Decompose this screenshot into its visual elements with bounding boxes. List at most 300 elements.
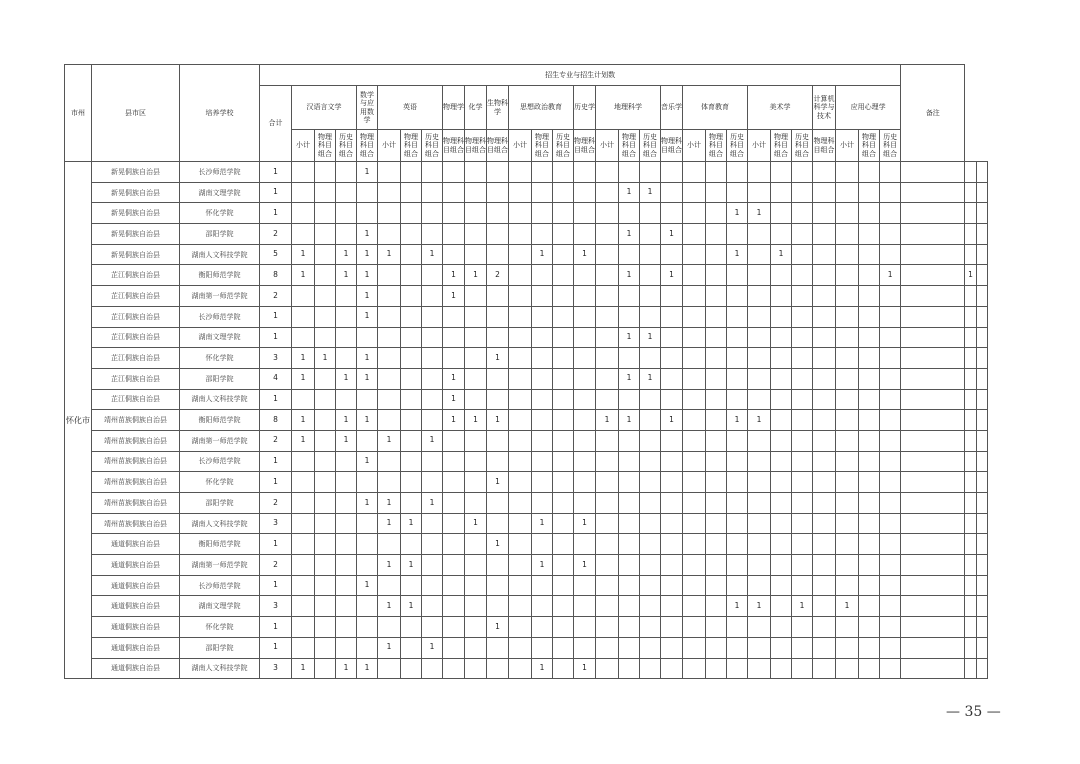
count-cell (661, 555, 683, 576)
count-cell (443, 658, 465, 679)
count-cell (706, 596, 727, 617)
count-cell (401, 472, 422, 493)
count-cell (683, 265, 706, 286)
count-cell (640, 348, 661, 369)
count-cell (596, 658, 619, 679)
count-cell (619, 555, 640, 576)
count-cell (465, 617, 487, 638)
count-cell (422, 306, 443, 327)
count-cell (640, 451, 661, 472)
count-cell (574, 534, 596, 555)
count-cell (443, 224, 465, 245)
count-cell (443, 534, 465, 555)
remark-cell (976, 451, 987, 472)
count-cell (532, 451, 553, 472)
subheader-physics-combo: 物理科目组合 (574, 130, 596, 162)
count-cell (509, 348, 532, 369)
count-cell (401, 203, 422, 224)
table-row (65, 306, 988, 327)
count-cell (859, 182, 880, 203)
count-cell (553, 203, 574, 224)
count-cell (661, 182, 683, 203)
count-cell (422, 513, 443, 534)
count-cell (553, 534, 574, 555)
school-cell: 湖南第一师范学院 (180, 555, 260, 576)
subheader-subtotal: 小计 (292, 130, 315, 162)
count-cell (771, 534, 792, 555)
count-cell (792, 430, 813, 451)
count-cell (553, 286, 574, 307)
count-cell (443, 327, 465, 348)
count-cell (509, 493, 532, 514)
count-cell (422, 182, 443, 203)
count-cell (706, 368, 727, 389)
count-cell (292, 451, 315, 472)
count-cell: 1 (661, 224, 683, 245)
count-cell (315, 658, 336, 679)
count-cell (465, 493, 487, 514)
table-row (65, 348, 988, 369)
count-cell (901, 389, 965, 410)
count-cell (901, 265, 965, 286)
count-cell (619, 244, 640, 265)
count-cell (574, 575, 596, 596)
count-cell (859, 286, 880, 307)
county-cell: 靖州苗族侗族自治县 (92, 410, 180, 431)
subheader-physics-combo: 物理科目组合 (487, 130, 509, 162)
count-cell (901, 348, 965, 369)
school-cell: 衡阳师范学院 (180, 534, 260, 555)
header-major-history: 历史学 (574, 86, 596, 130)
count-cell: 1 (532, 555, 553, 576)
count-cell (553, 575, 574, 596)
count-cell (596, 534, 619, 555)
count-cell (859, 658, 880, 679)
count-cell (487, 368, 509, 389)
count-cell (661, 472, 683, 493)
count-cell (315, 430, 336, 451)
count-cell: 1 (357, 368, 378, 389)
count-cell (487, 327, 509, 348)
count-cell (487, 306, 509, 327)
count-cell (640, 410, 661, 431)
count-cell (596, 493, 619, 514)
count-cell (880, 534, 901, 555)
count-cell (378, 265, 401, 286)
count-cell (748, 348, 771, 369)
header-major-geography: 地理科学 (596, 86, 661, 130)
school-cell: 怀化学院 (180, 203, 260, 224)
count-cell (706, 555, 727, 576)
count-cell: 1 (378, 596, 401, 617)
count-cell (880, 596, 901, 617)
count-cell (813, 203, 836, 224)
count-cell: 1 (378, 637, 401, 658)
count-cell (661, 513, 683, 534)
count-cell (836, 224, 859, 245)
count-cell (836, 575, 859, 596)
count-cell (574, 265, 596, 286)
count-cell (465, 286, 487, 307)
count-cell (532, 472, 553, 493)
header-county: 县市区 (92, 65, 180, 162)
subheader-physics-combo: 物理科目组合 (619, 130, 640, 162)
total-cell: 5 (260, 244, 292, 265)
count-cell (771, 182, 792, 203)
table-row (65, 430, 988, 451)
count-cell (901, 513, 965, 534)
remark-cell (976, 575, 987, 596)
subheader-physics-combo: 物理科目组合 (771, 130, 792, 162)
count-cell (509, 327, 532, 348)
count-cell (596, 182, 619, 203)
count-cell (292, 389, 315, 410)
count-cell (836, 430, 859, 451)
count-cell (727, 306, 748, 327)
count-cell: 1 (748, 203, 771, 224)
count-cell (859, 596, 880, 617)
count-cell (532, 596, 553, 617)
count-cell (706, 617, 727, 638)
subheader-physics-combo: 物理科目组合 (357, 130, 378, 162)
count-cell (509, 224, 532, 245)
count-cell (859, 637, 880, 658)
count-cell (859, 203, 880, 224)
remark-cell (976, 182, 987, 203)
count-cell (315, 513, 336, 534)
county-cell: 新晃侗族自治县 (92, 203, 180, 224)
count-cell (443, 451, 465, 472)
remark-cell (976, 265, 987, 286)
count-cell (422, 265, 443, 286)
count-cell (683, 348, 706, 369)
count-cell (880, 513, 901, 534)
remark-cell (976, 472, 987, 493)
total-cell: 1 (260, 203, 292, 224)
remark-cell (976, 637, 987, 658)
count-cell (422, 534, 443, 555)
count-cell (792, 182, 813, 203)
school-cell: 长沙师范学院 (180, 575, 260, 596)
count-cell: 1 (574, 513, 596, 534)
count-cell (706, 575, 727, 596)
count-cell: 1 (292, 410, 315, 431)
count-cell (640, 555, 661, 576)
total-cell: 1 (260, 472, 292, 493)
count-cell: 1 (640, 182, 661, 203)
count-cell (836, 348, 859, 369)
total-cell: 2 (260, 555, 292, 576)
table-row (65, 513, 988, 534)
count-cell (619, 534, 640, 555)
count-cell (727, 348, 748, 369)
count-cell (553, 389, 574, 410)
count-cell (706, 493, 727, 514)
count-cell: 1 (574, 555, 596, 576)
count-cell: 1 (661, 410, 683, 431)
count-cell: 1 (532, 513, 553, 534)
count-cell (813, 265, 836, 286)
count-cell (661, 451, 683, 472)
count-cell (706, 410, 727, 431)
count-cell (836, 513, 859, 534)
county-cell: 靖州苗族侗族自治县 (92, 493, 180, 514)
count-cell (683, 389, 706, 410)
count-cell (509, 596, 532, 617)
count-cell (401, 617, 422, 638)
count-cell (836, 493, 859, 514)
count-cell (315, 389, 336, 410)
count-cell (748, 534, 771, 555)
count-cell (792, 368, 813, 389)
count-cell: 1 (965, 265, 976, 286)
count-cell (727, 472, 748, 493)
count-cell (661, 596, 683, 617)
total-cell: 8 (260, 265, 292, 286)
count-cell (901, 493, 965, 514)
count-cell (771, 596, 792, 617)
count-cell (465, 658, 487, 679)
count-cell (640, 203, 661, 224)
count-cell (443, 575, 465, 596)
subheader-subtotal: 小计 (748, 130, 771, 162)
count-cell (574, 389, 596, 410)
count-cell: 1 (422, 637, 443, 658)
count-cell (813, 410, 836, 431)
count-cell (509, 265, 532, 286)
count-cell (771, 224, 792, 245)
count-cell: 1 (357, 286, 378, 307)
count-cell (640, 286, 661, 307)
count-cell (553, 493, 574, 514)
count-cell (443, 555, 465, 576)
count-cell (727, 286, 748, 307)
count-cell (336, 162, 357, 183)
count-cell: 1 (443, 368, 465, 389)
total-cell: 1 (260, 182, 292, 203)
county-cell: 新晃侗族自治县 (92, 182, 180, 203)
count-cell (574, 596, 596, 617)
school-cell: 邵阳学院 (180, 637, 260, 658)
count-cell: 1 (727, 244, 748, 265)
count-cell (836, 327, 859, 348)
count-cell (532, 265, 553, 286)
count-cell (661, 389, 683, 410)
count-cell (859, 430, 880, 451)
count-cell (509, 617, 532, 638)
count-cell (553, 658, 574, 679)
count-cell (813, 493, 836, 514)
count-cell (509, 555, 532, 576)
count-cell (619, 575, 640, 596)
count-cell (965, 637, 976, 658)
count-cell (619, 472, 640, 493)
count-cell (465, 244, 487, 265)
count-cell: 1 (619, 368, 640, 389)
table-row (65, 286, 988, 307)
count-cell (422, 162, 443, 183)
count-cell (880, 203, 901, 224)
count-cell (683, 596, 706, 617)
count-cell (901, 203, 965, 224)
count-cell (965, 472, 976, 493)
count-cell (509, 658, 532, 679)
count-cell (378, 203, 401, 224)
count-cell (836, 410, 859, 431)
count-cell (792, 327, 813, 348)
count-cell (509, 368, 532, 389)
count-cell (443, 162, 465, 183)
count-cell (771, 472, 792, 493)
count-cell (880, 368, 901, 389)
count-cell (859, 306, 880, 327)
total-cell: 3 (260, 658, 292, 679)
count-cell: 1 (487, 472, 509, 493)
count-cell (880, 493, 901, 514)
total-cell: 1 (260, 327, 292, 348)
count-cell (813, 472, 836, 493)
remark-cell (976, 244, 987, 265)
count-cell (965, 493, 976, 514)
header-major-psychology: 应用心理学 (836, 86, 901, 130)
count-cell (422, 224, 443, 245)
count-cell (683, 430, 706, 451)
count-cell (422, 575, 443, 596)
count-cell (422, 389, 443, 410)
count-cell: 1 (532, 244, 553, 265)
count-cell (683, 493, 706, 514)
header-major-chemistry: 化学 (465, 86, 487, 130)
count-cell (965, 306, 976, 327)
count-cell: 1 (748, 410, 771, 431)
subheader-history-combo: 历史科目组合 (336, 130, 357, 162)
count-cell (836, 286, 859, 307)
count-cell (748, 493, 771, 514)
count-cell (965, 430, 976, 451)
count-cell (640, 534, 661, 555)
count-cell (292, 162, 315, 183)
count-cell (748, 575, 771, 596)
count-cell (596, 430, 619, 451)
count-cell (619, 658, 640, 679)
count-cell (465, 596, 487, 617)
remark-cell (976, 327, 987, 348)
count-cell (771, 451, 792, 472)
count-cell (532, 368, 553, 389)
count-cell: 1 (619, 224, 640, 245)
header-major-biology: 生物科学 (487, 86, 509, 130)
remark-cell (976, 658, 987, 679)
total-cell: 3 (260, 513, 292, 534)
total-cell: 2 (260, 493, 292, 514)
count-cell: 1 (292, 430, 315, 451)
count-cell (509, 306, 532, 327)
total-cell: 1 (260, 575, 292, 596)
count-cell: 1 (487, 534, 509, 555)
count-cell (748, 389, 771, 410)
header-major-math: 数学与应用数学 (357, 86, 378, 130)
count-cell (683, 534, 706, 555)
count-cell (901, 596, 965, 617)
count-cell (836, 637, 859, 658)
count-cell (727, 451, 748, 472)
count-cell (422, 658, 443, 679)
count-cell (292, 203, 315, 224)
count-cell (901, 244, 965, 265)
count-cell (315, 410, 336, 431)
count-cell (596, 348, 619, 369)
count-cell (619, 348, 640, 369)
count-cell (880, 348, 901, 369)
count-cell (706, 472, 727, 493)
count-cell (748, 430, 771, 451)
count-cell (292, 182, 315, 203)
table-row (65, 389, 988, 410)
count-cell (574, 162, 596, 183)
count-cell: 1 (315, 348, 336, 369)
count-cell (901, 617, 965, 638)
count-cell (771, 658, 792, 679)
count-cell (813, 348, 836, 369)
count-cell (771, 555, 792, 576)
count-cell (315, 451, 336, 472)
county-cell: 通道侗族自治县 (92, 534, 180, 555)
count-cell (771, 162, 792, 183)
count-cell (378, 472, 401, 493)
county-cell: 芷江侗族自治县 (92, 389, 180, 410)
count-cell (880, 182, 901, 203)
header-major-music: 音乐学 (661, 86, 683, 130)
count-cell (880, 555, 901, 576)
count-cell (836, 451, 859, 472)
count-cell (640, 575, 661, 596)
count-cell (859, 368, 880, 389)
count-cell (748, 555, 771, 576)
count-cell (509, 637, 532, 658)
count-cell (771, 327, 792, 348)
count-cell: 1 (880, 265, 901, 286)
county-cell: 芷江侗族自治县 (92, 286, 180, 307)
count-cell: 1 (336, 368, 357, 389)
school-cell: 湖南人文科技学院 (180, 513, 260, 534)
count-cell: 1 (336, 410, 357, 431)
count-cell (553, 410, 574, 431)
count-cell (292, 306, 315, 327)
county-cell: 新晃侗族自治县 (92, 244, 180, 265)
table-row (65, 637, 988, 658)
total-cell: 1 (260, 389, 292, 410)
count-cell (443, 472, 465, 493)
count-cell (292, 596, 315, 617)
count-cell (574, 472, 596, 493)
count-cell (378, 286, 401, 307)
count-cell (792, 389, 813, 410)
table-row (65, 327, 988, 348)
count-cell (792, 244, 813, 265)
count-cell (553, 617, 574, 638)
count-cell (336, 493, 357, 514)
count-cell (771, 493, 792, 514)
count-cell (553, 637, 574, 658)
count-cell (661, 658, 683, 679)
count-cell (465, 348, 487, 369)
count-cell (661, 637, 683, 658)
table-row (65, 244, 988, 265)
count-cell (378, 182, 401, 203)
count-cell (422, 410, 443, 431)
count-cell (315, 244, 336, 265)
count-cell (315, 286, 336, 307)
